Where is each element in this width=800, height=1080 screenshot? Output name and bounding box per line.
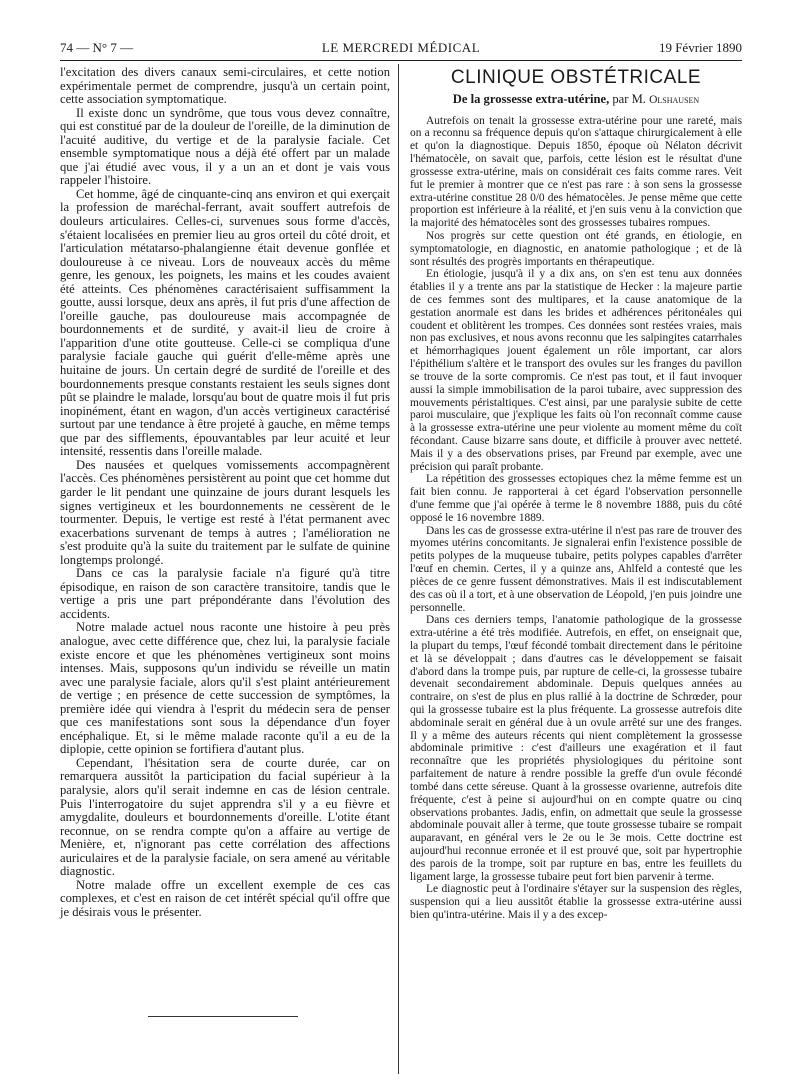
paragraph: Nos progrès sur cette question ont été grands, en étiologie, en symptomatologie, en diagnostic, en anatomie pathologique ; et de là sont résultés des progrès importants en thérapeutique. xyxy=(410,229,742,268)
paragraph: Cet homme, âgé de cinquante-cinq ans environ et qui exerçait la profession de maréchal-ferrant, avait souffert autrefois de douleurs articulaires. Celles-ci, survenues sous forme d'accès, s'étaient localisées en premier lieu au gros orteil du côté droit, et l'articulation métatarso-phalangienne était devenue gonflée et douloureuse à ce niveau. Lors de nouveaux accès du même genre, les genoux, les poignets, les mains et les coudes avaient été atteints. Ces phénomènes caractérisaient suffisamment la goutte, aussi lorsque, deux ans après, il fut pris d'une affection de l'oreille gauche, pas douloureuse mais accompagnée de bourdonnements et de surdité, y avait-il lieu de croire à l'apparition d'une otite goutteuse. Celle-ci se compliqua d'une paralysie faciale gauche qui guérit d'elle-même après une huitaine de jours. Un certain degré de surdité de l'oreille et des bourdonnements presque constants restaient les seuls signes dont pût se plaindre le malade, lorsqu'au bout de quatre mois il fut pris inopinément, étant en wagon, d'un accès vertigineux caractérisé surtout par une tendance à être projeté à gauche, en même temps que par des sifflements, épouvantables par leur acuité et leur intensité, ressentis dans l'oreille malade. xyxy=(60,186,390,459)
article-author: Olshausen xyxy=(649,93,700,106)
article-title-text: De la grossesse extra-utérine, xyxy=(452,91,610,106)
article-title xyxy=(410,93,742,107)
paragraph: Notre malade actuel nous raconte une histoire à peu près analogue, avec cette différence que, chez lui, la paralysie faciale existe encore et que les phénomènes vertigineux sont moins intenses. Mais, supposons qu'un individu se réveille un matin avec une paralysie faciale, alors qu'il s'est plaint antérieurement de vertige ; en présence de cette succession de symptômes, la première idée qui viendra à l'esprit du médecin sera de penser que ces manifestations sont sous la dépendance d'un foyer encéphalique. Et, si le même malade raconte qu'il a eu de la diplopie, cette opinion se fortifiera d'autant plus. xyxy=(60,620,390,757)
article-end-rule xyxy=(148,1016,298,1017)
page-header xyxy=(60,40,742,58)
header-rule xyxy=(60,60,742,61)
author-prefix: par M. xyxy=(609,91,650,106)
paragraph: Des nausées et quelques vomissements accompagnèrent l'accès. Ces phénomènes persistèrent au point que cet homme dut garder le lit pendant une quinzaine de jours durant lesquels les signes vertigineux et les bourdonnements ne cessèrent de le tourmenter. Depuis, le vertige est resté à l'état permanent avec exacerbations survenant de temps à autres ; l'amélioration ne s'est produite qu'à la suite du traitement par le sulfate de quinine longtemps prolongé. xyxy=(60,457,390,567)
right-column xyxy=(410,66,742,922)
paragraph: La répétition des grossesses ectopiques chez la même femme est un fait bien connu. Je rapporterai à cet égard l'observation personnelle d'une femme que j'ai opérée à terme le 8 novembre 1888, puis du côté opposé le 16 novembre 1889. xyxy=(410,473,742,524)
paragraph: Dans ces derniers temps, l'anatomie pathologique de la grossesse extra-utérine a été très modifiée. Autrefois, en effet, on enseignait que, la plupart du temps, l'œuf fécondé tombait directement dans le péritoine et là se développait ; dans d'autres cas le développement se faisait d'abord dans la trompe puis, par rupture de celle-ci, la grossesse tubaire devenait secondairement abdominale. Depuis quelques années au contraire, on s'est de plus en plus rallié à la doctrine de Schrœder, pour qui la grossesse tubaire est la plus fréquente. La grossesse autrefois dite abdominale serait en général due à un ovule arrêté sur une des franges. Il y a même des auteurs récents qui nient complètement la grossesse abdominale primitive : c'est d'ailleurs une exagération et il faut reconnaître que les propriétés physiologiques du péritoine sont parfaitement de nature à rendre possible la greffe d'un ovule fécondé tombé dans cette séreuse. Quant à la grossesse ovarienne, autrefois dite fréquente, c'est à peine si aujourd'hui on en compte quatre ou cinq observations probantes. Jadis, enfin, on admettait que seule la grossesse abdominale pouvait aller à terme, que toute grossesse tubaire se rompait auparavant, en général vers le 2e ou le 3e mois. Cette doctrine est aujourd'hui reconnue erronée et il est prouvé que, soit par hypertrophie des parois de la trompe, soit par rupture en bas, entre les feuillets du ligament large, la grossesse tubaire peut fort bien parvenir à terme. xyxy=(410,614,742,883)
paragraph: Autrefois on tenait la grossesse extra-utérine pour une rareté, mais on a reconnu sa fréquence depuis qu'on s'attaque chirurgicalement à elle et qu'on la diagnostique. Depuis 1850, époque où Nélaton décrivit l'hématocèle, on savait que, parfois, cette lésion est le résultat d'une grossesse extra-utérine, mais on considérait ces faits comme rares. Veit fut le premier à montrer que ce n'est pas rare : à son sens la grossesse extra-utérine constitue 28 0/0 des hématocèles. Je pense même que cette proportion est inférieure à la réalité, et j'en suis venu à la conviction que la majorité des hématocèles sont des grossesses tubaires rompues. xyxy=(410,114,742,230)
section-title: CLINIQUE OBSTÉTRICALE xyxy=(450,67,702,88)
paragraph: Le diagnostic peut à l'ordinaire s'étayer sur la suspension des règles, suspension qui a lieu aussitôt établie la grossesse extra-utérine aussi bien qu'intra-utérine. Mais il y a des excep- xyxy=(410,883,742,921)
paragraph: Dans ce cas la paralysie faciale n'a figuré qu'à titre épisodique, en raison de son caractère transitoire, tandis que le vertige a pris une part prépondérante dans l'évolution des accidents. xyxy=(60,566,390,621)
paragraph: Cependant, l'hésitation sera de courte durée, car on remarquera aussitôt la participation du facial supérieur à la paralysie, alors qu'il serait indemne en cas de lésion centrale. Puis l'interrogatoire du sujet apprendra s'il y a eu fièvre et amygdalite, douleurs et bourdonnements d'oreille. L'otite étant reconnue, on se rendra compte qu'on a affaire au vertige de Menière, et, n'ignorant pas cette corrélation des affections auriculaires et de la paralysie faciale, on sera amené au véritable diagnostic. xyxy=(60,755,390,879)
journal-title: LE MERCREDI MÉDICAL xyxy=(321,40,481,55)
paragraph: Notre malade offre un excellent exemple de ces cas complexes, et c'est en raison de cet intérêt spécial qu'il offre que je désirais vous le présenter. xyxy=(60,877,390,919)
paragraph: l'excitation des divers canaux semi-circulaires, et cette notion expérimentale permet de comprendre, jusqu'à un certain point, cette association symptomatique. xyxy=(60,65,390,107)
paragraph: Dans les cas de grossesse extra-utérine il n'est pas rare de trouver des myomes utérins concomitants. Je signalerai enfin l'existence possible de petits polypes de la muqueuse tubaire, petits polypes capables d'arrêter l'œuf en chemin. Certes, il y a quinze ans, Ahlfeld a contesté que les pièces de ce genre fussent démonstratives. Mais il est indiscutablement des cas où il a tort, et à une observation de Léopold, j'en puis joindre une personnelle. xyxy=(410,524,742,614)
paragraph: En étiologie, jusqu'à il y a dix ans, on s'en est tenu aux données établies il y a trente ans par la statistique de Hecker : la majeure partie de ces femmes sont des multipares, et la cause anatomique de la gestation anormale est dans les brides et adhérences péritonéales qui coudent et oblitèrent les trompes. Ces données sont restées vraies, mais non pas exclusives, et nous avons reconnu que les salpingites catarrhales et hémorrhagiques jouent également un rôle important, car alors l'épithélium s'altère et le transport des ovules sur les franges du pavillon se trouve de la sorte compromis. Ce n'est pas tout, et il faut invoquer aussi la simple immobilisation de la paroi tubaire, avec suppression des mouvements péristaltiques. C'est ainsi, par une paralysie subite de cette paroi musculaire, que j'explique les faits où l'on reconnaît comme cause à la grossesse extra-utérine une peur violente au moment même du coït fécondant. Cause bizarre sans doute, et difficile à prouver avec netteté. Mais il y a des observations prises, par Freund par exemple, avec une précision qui paraît probante. xyxy=(410,268,742,473)
issue-date: 19 Février 1890 xyxy=(658,40,742,55)
page-number: 74 — N° 7 — xyxy=(60,40,134,55)
paragraph: Il existe donc un syndrôme, que tous vous devez connaître, qui est constitué par de la douleur de l'oreille, de la diminution de l'acuité auditive, du vertige et de la paralysie faciale. Cet ensemble symptomatique nous a déjà été offert par un malade que j'ai étudié avec vous, il y a un an et dont je vais vous rappeler l'histoire. xyxy=(60,105,390,188)
left-column xyxy=(60,66,390,919)
column-divider xyxy=(398,64,399,1074)
